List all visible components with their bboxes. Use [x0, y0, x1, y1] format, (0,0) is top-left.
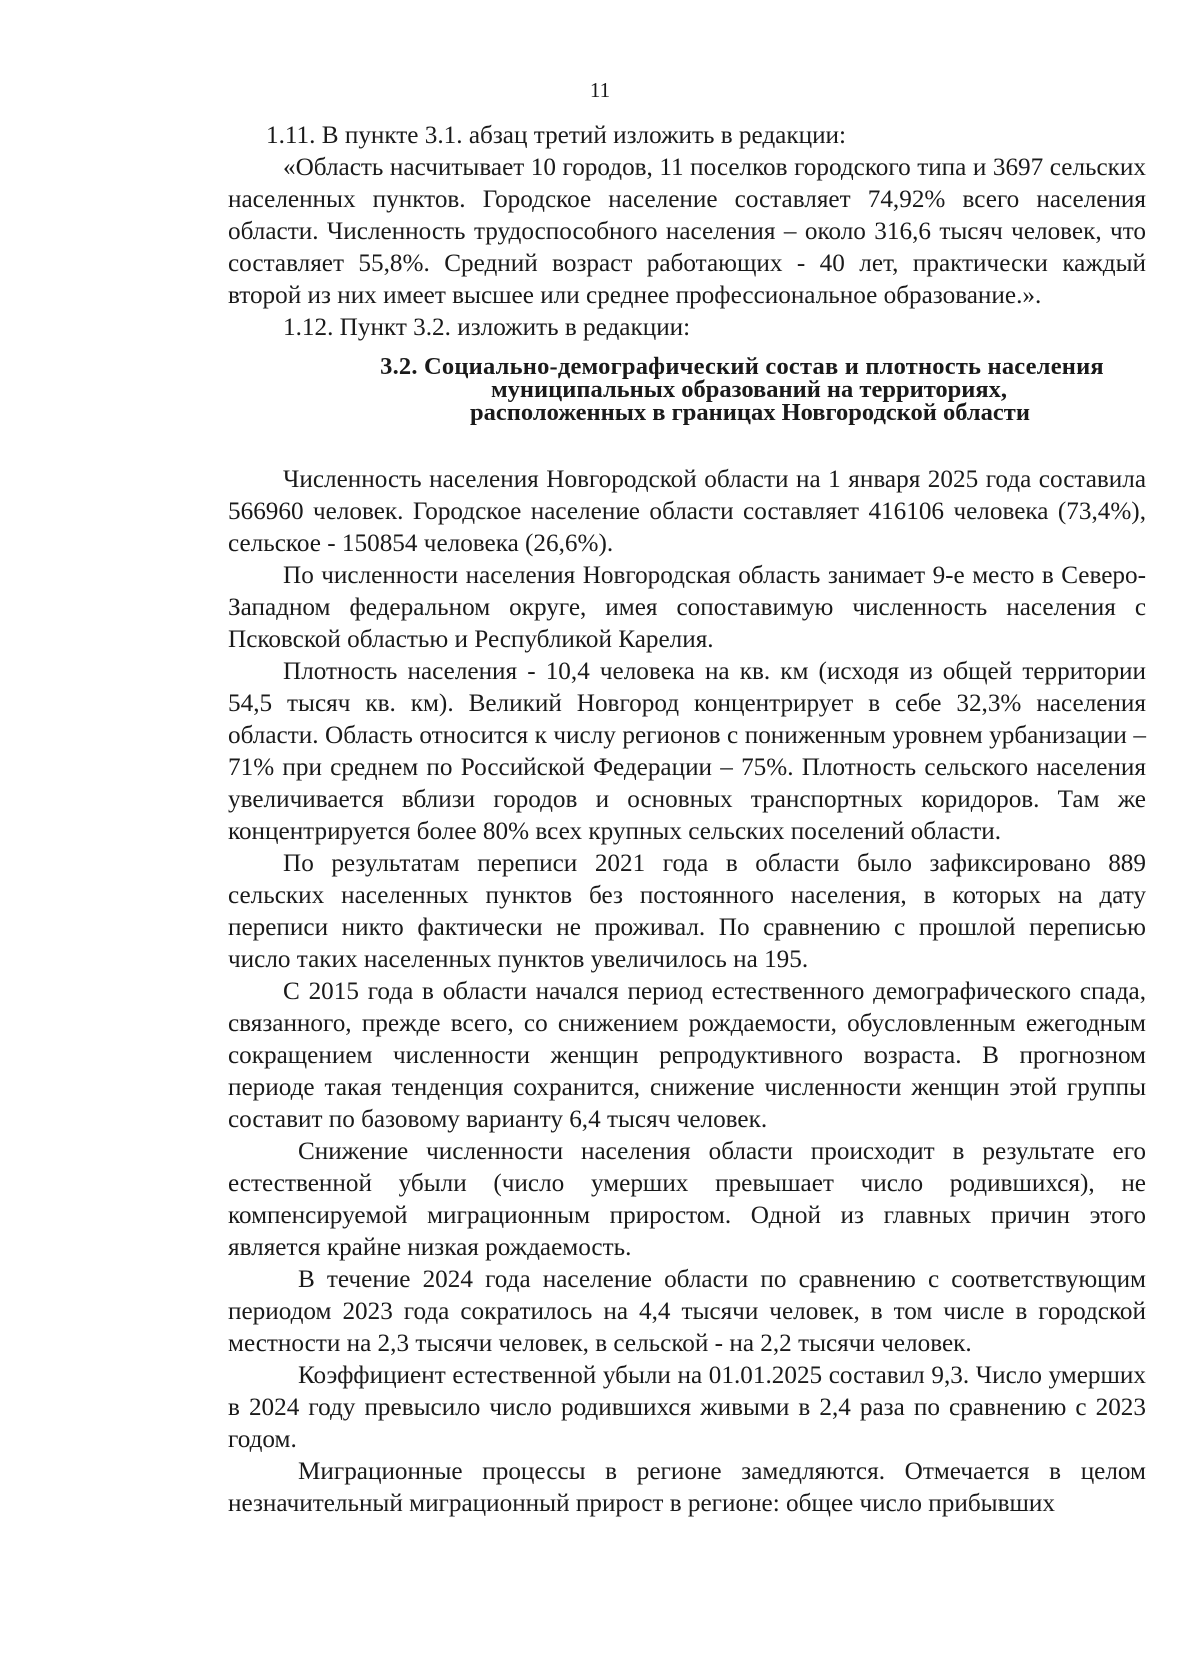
paragraph-ranking: По численности населения Новгородская область занимает 9-е место в Северо-Западном федеральном округе, имея сопоставимую численность населения с Псковской областью и Республикой Карелия.	[228, 562, 1146, 653]
paragraph-demographic-decline: С 2015 года в области начался период естественного демографического спада, связанного, прежде всего, со снижением рождаемости, обусловленным ежегодным сокращением численности женщин репродуктивного возраста. В прогнозном периоде такая тенденция сохранится, снижение численности женщин этой группы составит по базовому варианту 6,4 тысяч человек.	[228, 978, 1146, 1133]
section-title-line-3: расположенных в границах Новгородской области	[470, 399, 1030, 426]
paragraph-coefficient: Коэффициент естественной убыли на 01.01.2025 составил 9,3. Число умерших в 2024 году превысило число родившихся живыми в 2,4 раза по сравнению с 2023 годом.	[228, 1362, 1146, 1453]
paragraph-migration: Миграционные процессы в регионе замедляются. Отмечается в целом незначительный миграционный прирост в регионе: общее число прибывших	[228, 1458, 1146, 1517]
document-body	[228, 120, 1146, 1520]
section-title	[228, 355, 1146, 424]
section-title-line-2: муниципальных образований на территориях,	[490, 376, 1008, 403]
page-number: 11	[589, 78, 611, 102]
amendment-1-11-heading: 1.11. В пункте 3.1. абзац третий изложить в редакции:	[266, 122, 847, 149]
amendment-1-12-heading: 1.12. Пункт 3.2. изложить в редакции:	[283, 314, 691, 341]
amendment-1-11-text: «Область насчитывает 10 городов, 11 поселков городского типа и 3697 сельских населенных пунктов. Городское население составляет 74,92% всего населения области. Численность трудоспособного населения – около 316,6 тысяч человек, что составляет 55,8%. Средний возраст работающих - 40 лет, практически каждый второй из них имеет высшее или среднее профессиональное образование.».	[228, 154, 1146, 309]
paragraph-natural-decrease: Снижение численности населения области происходит в результате его естественной убыли (число умерших превышает число родившихся), не компенсируемой миграционным приростом. Одной из главных причин этого является крайне низкая рождаемость.	[228, 1138, 1146, 1261]
section-title-line-1: 3.2. Социально-демографический состав и плотность населения	[380, 353, 1104, 380]
paragraph-population: Численность населения Новгородской области на 1 января 2025 года составила 566960 человек. Городское население области составляет 416106 человека (73,4%), сельское - 150854 человека (26,6%).	[228, 466, 1146, 557]
paragraph-density: Плотность населения - 10,4 человека на кв. км (исходя из общей территории 54,5 тысяч кв. км). Великий Новгород концентрирует в себе 32,3% населения области. Область относится к числу регионов с пониженным уровнем урбанизации – 71% при среднем по Российской Федерации – 75%. Плотность сельского населения увеличивается вблизи городов и основных транспортных коридоров. Там же концентрируется более 80% всех крупных сельских поселений области.	[228, 658, 1146, 845]
paragraph-2024-change: В течение 2024 года население области по сравнению с соответствующим периодом 2023 года сократилось на 4,4 тысячи человек, в том числе в городской местности на 2,3 тысячи человек, в сельской - на 2,2 тысячи человек.	[228, 1266, 1146, 1357]
paragraph-census: По результатам переписи 2021 года в области было зафиксировано 889 сельских населенных пунктов без постоянного населения, в которых на дату переписи никто фактически не проживал. По сравнению с прошлой переписью число таких населенных пунктов увеличилось на 195.	[228, 850, 1146, 973]
